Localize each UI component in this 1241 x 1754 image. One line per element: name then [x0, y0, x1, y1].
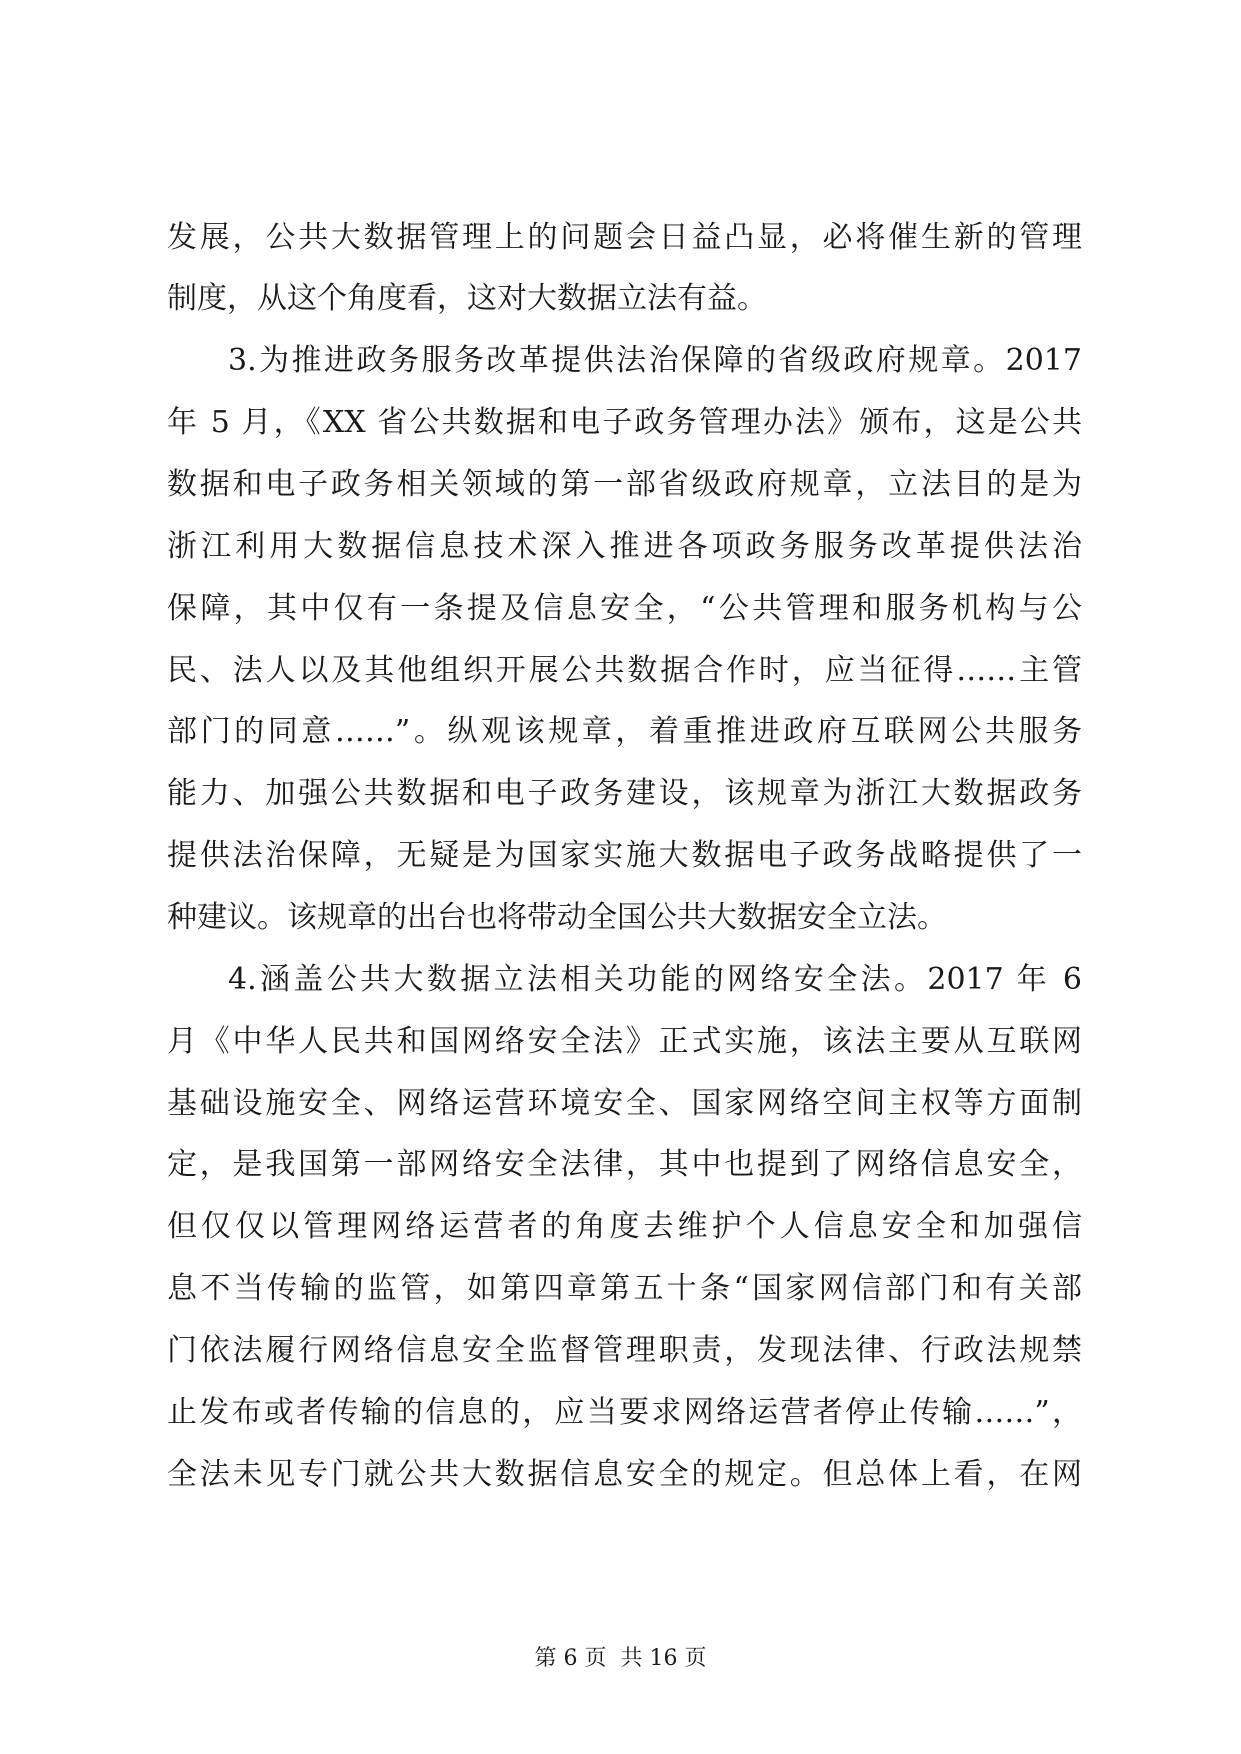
paragraph-start-line: 4.涵盖公共大数据立法相关功能的网络安全法。2017 年 6 [228, 962, 1082, 997]
body-line: 制度，从这个角度看，这对大数据立法有益。 [167, 281, 767, 316]
body-line: 数据和电子政务相关领域的第一部省级政府规章，立法目的是为 [167, 467, 1082, 502]
body-line: 保障，其中仅有一条提及信息安全，“公共管理和服务机构与公 [167, 591, 1082, 626]
body-line: 基础设施安全、网络运营环境安全、国家网络空间主权等方面制 [167, 1086, 1082, 1121]
body-line: 止发布或者传输的信息的，应当要求网络运营者停止传输……”， [167, 1395, 1082, 1430]
body-line: 但仅仅以管理网络运营者的角度去维护个人信息安全和加强信 [167, 1209, 1082, 1244]
body-line: 全法未见专门就公共大数据信息安全的规定。但总体上看，在网 [167, 1457, 1082, 1492]
page-number-footer: 第 6 页 共 16 页 [534, 1646, 707, 1671]
body-line: 年 5 月，《XX 省公共数据和电子政务管理办法》颁布，这是公共 [167, 405, 1082, 440]
body-line: 能力、加强公共数据和电子政务建设，该规章为浙江大数据政务 [167, 776, 1082, 811]
body-line: 定，是我国第一部网络安全法律，其中也提到了网络信息安全， [167, 1147, 1082, 1182]
body-line: 部门的同意……”。纵观该规章，着重推进政府互联网公共服务 [167, 714, 1082, 749]
body-line: 门依法履行网络信息安全监督管理职责，发现法律、行政法规禁 [167, 1333, 1082, 1368]
body-line: 浙江利用大数据信息技术深入推进各项政务服务改革提供法治 [167, 529, 1082, 564]
body-line: 提供法治保障，无疑是为国家实施大数据电子政务战略提供了一 [167, 838, 1082, 873]
body-line: 民、法人以及其他组织开展公共数据合作时，应当征得……主管 [167, 653, 1082, 688]
body-line: 种建议。该规章的出台也将带动全国公共大数据安全立法。 [167, 900, 947, 935]
body-line: 发展，公共大数据管理上的问题会日益凸显，必将催生新的管理 [167, 220, 1082, 255]
body-line: 息不当传输的监管，如第四章第五十条“国家网信部门和有关部 [167, 1271, 1082, 1306]
body-line: 月《中华人民共和国网络安全法》正式实施，该法主要从互联网 [167, 1024, 1082, 1059]
paragraph-start-line: 3.为推进政务服务改革提供法治保障的省级政府规章。2017 [228, 343, 1082, 378]
